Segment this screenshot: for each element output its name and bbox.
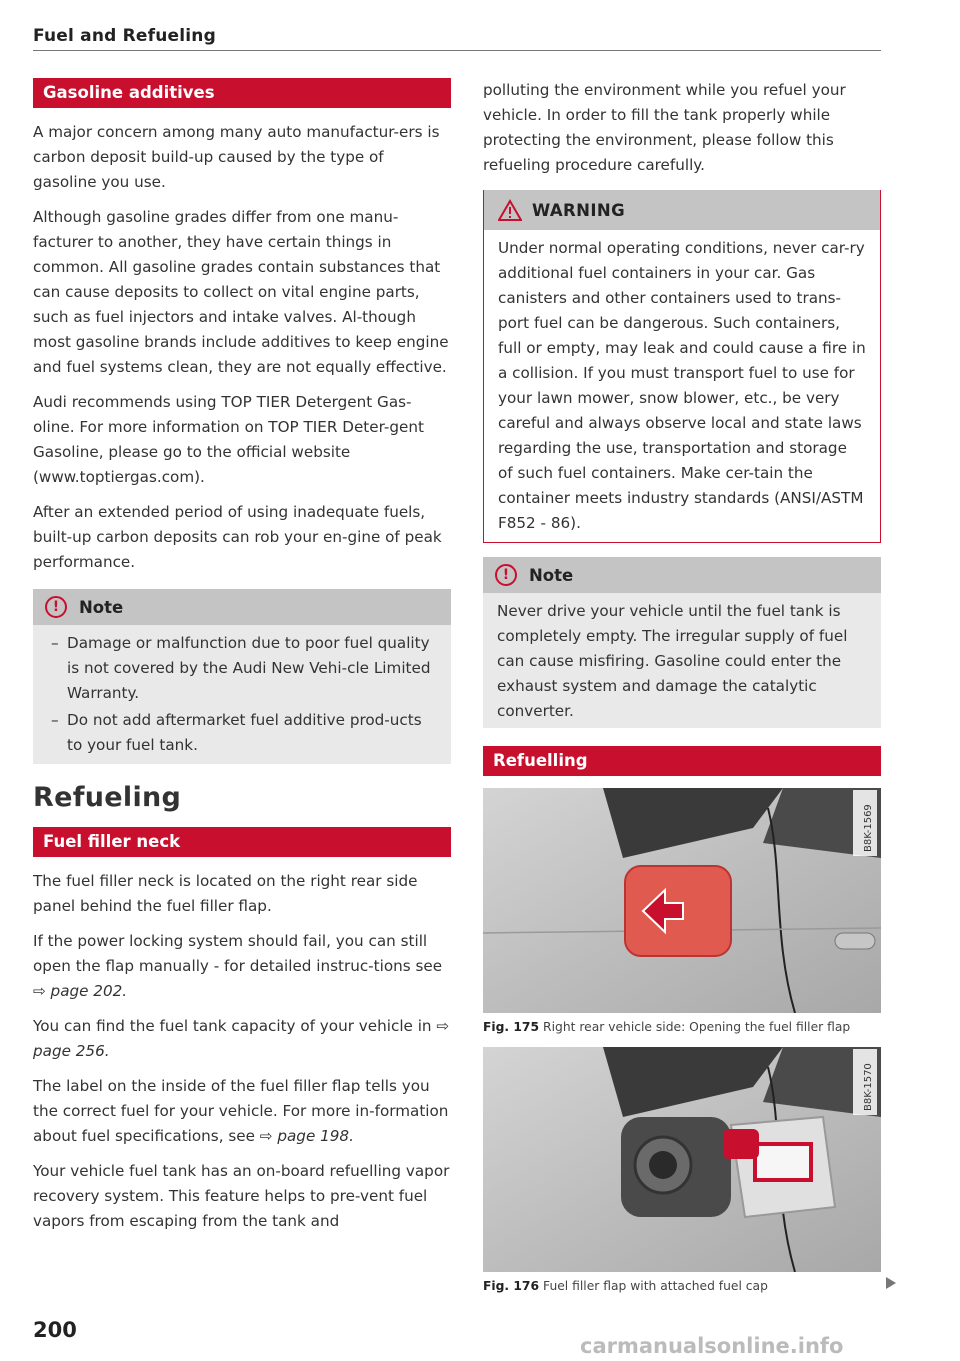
watermark: carmanualsonline.info — [580, 1334, 844, 1358]
info-icon: ! — [45, 596, 67, 618]
filler-paragraph: The fuel filler neck is located on the right rear side panel behind the fuel filler flap. — [33, 872, 418, 915]
additives-paragraph: A major concern among many auto manufactur-ers is carbon deposit build-up caused by the type of gasoline you use. — [33, 123, 440, 191]
filler-paragraph: The label on the inside of the fuel filler flap tells you the correct fuel for your vehicle. For more in-formation about fuel specifications, see ⇨ page 198. — [33, 1077, 449, 1145]
filler-paragraph: You can find the fuel tank capacity of your vehicle in ⇨ page 256. — [33, 1017, 450, 1060]
note-header — [483, 557, 881, 593]
header-divider — [33, 50, 881, 51]
note-body — [33, 625, 451, 764]
warning-box — [483, 190, 881, 543]
info-icon: ! — [495, 564, 517, 586]
note-title: Note — [529, 565, 574, 585]
note-title: Note — [79, 597, 124, 617]
figure-176 — [483, 1047, 881, 1294]
section-heading-fuel-filler-neck: Fuel filler neck — [33, 827, 451, 857]
figure-code: B8K-1569 — [863, 804, 874, 852]
warning-header — [484, 190, 880, 230]
figure-label: Fig. 175 — [483, 1020, 540, 1034]
figure-175 — [483, 788, 881, 1035]
warning-text: Under normal operating conditions, never car-ry additional fuel containers in your car. Gas canisters and other containers used to trans-port fuel can be dangerous. Such containers, full or empty, may leak and could cause a fire in a collision. If you must transport fuel to use for your lawn mower, snow blower, etc., be very careful and always observe local and state laws regarding the use, transportation and storage of such fuel containers. Make cer-tain the container meets industry standards (ANSI/ASTM F852 - 86). — [498, 239, 866, 532]
note-box-fuel-tank — [483, 557, 881, 728]
additives-paragraph: Although gasoline grades differ from one manu-facturer to another, they have certain things in common. All gasoline grades contain substances that can cause deposits to collect on vital engine parts, such as fuel injectors and intake valves. Al-though most gasoline brands include additives to keep engine and fuel systems clean, they are not equally effective. — [33, 208, 449, 376]
chapter-heading-refueling: Refueling — [33, 782, 182, 813]
additives-paragraph: Audi recommends using TOP TIER Detergent Gas-oline. For more information on TOP TIER Deter-gent Gasoline, please go to the official website (www.toptiergas.com). — [33, 393, 424, 486]
figure-code: B8K-1570 — [863, 1063, 874, 1111]
intro-paragraph: polluting the environment while you refuel your vehicle. In order to fill the tank properly while protecting the environment, please follow this refueling procedure carefully. — [483, 81, 846, 174]
right-column — [483, 78, 881, 1304]
page-reference-link[interactable]: ⇨ page 198. — [259, 1127, 354, 1145]
note-list-item: – Damage or malfunction due to poor fuel quality is not covered by the Audi New Vehi-cle Limited Warranty. — [47, 631, 437, 706]
warning-body — [484, 230, 880, 542]
note-text: Never drive your vehicle until the fuel tank is completely empty. The irregular supply of fuel can cause misfiring. Gasoline could enter the exhaust system and damage the catalytic converter. — [497, 602, 848, 720]
note-box-additives — [33, 589, 451, 764]
figure-label: Fig. 176 — [483, 1279, 540, 1293]
section-heading-gasoline-additives: Gasoline additives — [33, 78, 451, 108]
filler-paragraph: Your vehicle fuel tank has an on-board refuelling vapor recovery system. This feature helps to pre-vent fuel vapors from escaping from the tank and — [33, 1162, 450, 1230]
note-header — [33, 589, 451, 625]
additives-paragraph: After an extended period of using inadequate fuels, built-up carbon deposits can rob your en-gine of peak performance. — [33, 503, 442, 571]
fuel-filler-flap-open-image — [483, 1047, 881, 1272]
warning-triangle-icon — [498, 199, 522, 221]
continue-arrow-icon[interactable] — [886, 1277, 896, 1289]
page-header-title: Fuel and Refueling — [33, 26, 216, 46]
warning-title: WARNING — [532, 200, 626, 220]
figure-caption: Fig. 175 Right rear vehicle side: Opening the fuel filler flap — [483, 1020, 851, 1034]
page-reference-link[interactable]: ⇨ page 256. — [33, 1017, 450, 1060]
page-reference-link[interactable]: ⇨ page 202. — [33, 982, 128, 1000]
left-column — [33, 78, 451, 1244]
figure-caption: Fig. 176 Fuel filler flap with attached fuel cap — [483, 1279, 768, 1293]
note-body — [483, 593, 881, 728]
note-list — [47, 631, 437, 758]
filler-paragraph: If the power locking system should fail, you can still open the flap manually - for detailed instruc-tions see ⇨ page 202. — [33, 932, 443, 1000]
section-heading-refuelling: Refuelling — [483, 746, 881, 776]
note-list-item: – Do not add aftermarket fuel additive prod-ucts to your fuel tank. — [47, 708, 437, 758]
page-number: 200 — [33, 1318, 77, 1342]
fuel-filler-flap-closed-image — [483, 788, 881, 1013]
